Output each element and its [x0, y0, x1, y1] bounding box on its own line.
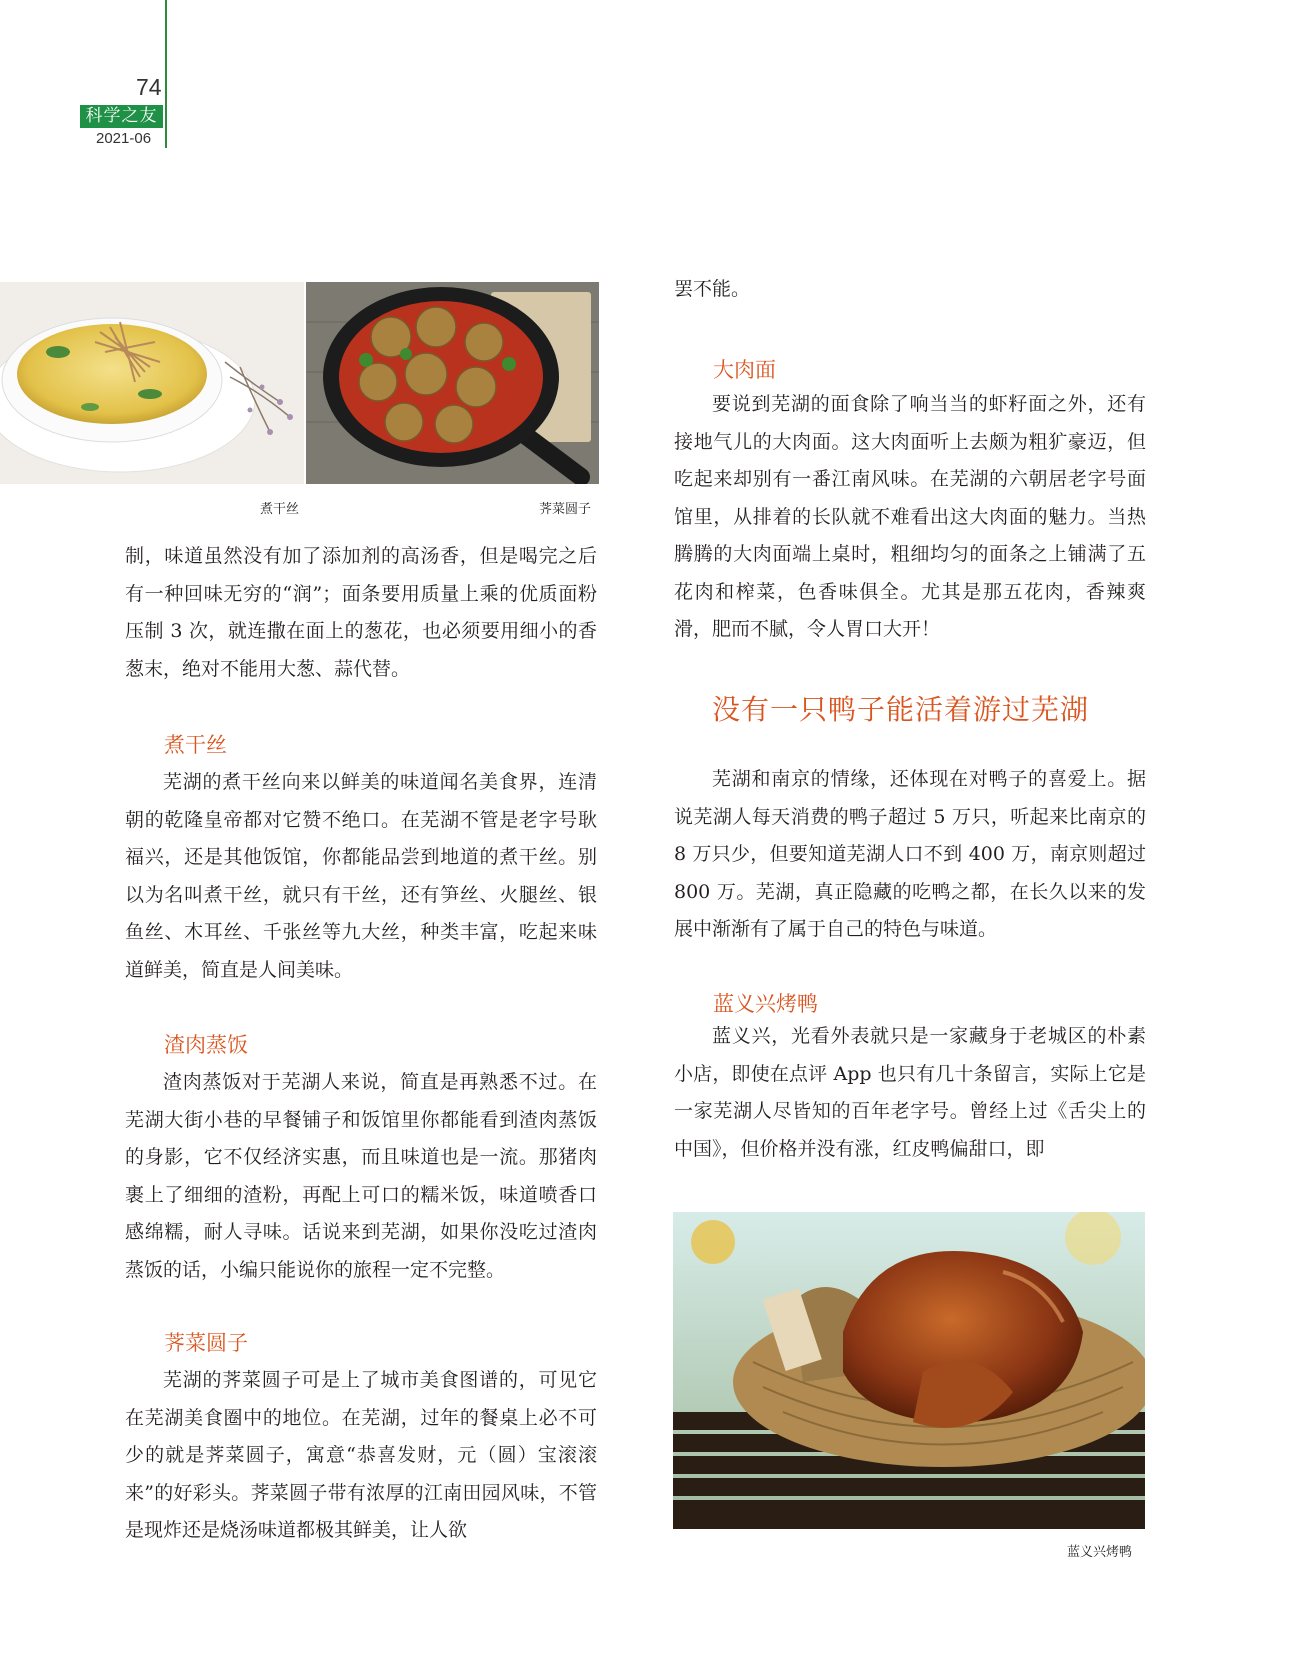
heading-steamed-rice: 渣肉蒸饭: [164, 1033, 248, 1057]
right-carry-text: 罢不能。: [674, 278, 751, 300]
paragraph-big-meat-noodles: 要说到芜湖的面食除了响当当的虾籽面之外，还有接地气儿的大肉面。这大肉面听上去颇为粗犷豪迈，但吃起来却别有一番江南风味。在芜湖的六朝居老字号面馆里，从排着的长队就不难看出这大肉面的魅力。当热腾腾的大肉面端上桌时，粗细均匀的面条之上铺满了五花肉和榨菜，色香味俱全。尤其是那五花肉，香辣爽滑，肥而不腻，令人胃口大开！: [674, 393, 1146, 640]
issue-date: 2021-06: [96, 130, 152, 147]
paragraph-steamed-rice: 渣肉蒸饭对于芜湖人来说，简直是再熟悉不过。在芜湖大街小巷的早餐铺子和饭馆里你都能看到渣肉蒸饭的身影，它不仅经济实惠，而且味道也是一流。那猪肉裹上了细细的渣粉，再配上可口的糯米饭，味道喷香口感绵糯，耐人寻味。话说来到芜湖，如果你没吃过渣肉蒸饭的话，小编只能说你的旅程一定不完整。: [125, 1071, 597, 1281]
heading-shepherds-purse-balls: 荠菜圆子: [164, 1331, 248, 1355]
page-number: 74: [136, 74, 162, 100]
photo-boiled-tofu-shreds: [0, 282, 304, 484]
section-heading-ducks: 没有一只鸭子能活着游过芜湖: [712, 693, 1090, 726]
paragraph-shepherds-purse-balls: 芜湖的荠菜圆子可是上了城市美食图谱的，可见它在芜湖美食圈中的地位。在芜湖，过年的餐桌上必不可少的就是荠菜圆子，寓意“恭喜发财，元（圆）宝滚滚来”的好彩头。荠菜圆子带有浓厚的江南田园风味，不管是现炸还是烧汤味道都极其鲜美，让人欲: [125, 1369, 597, 1541]
heading-lanyixing-roast-duck: 蓝义兴烤鸭: [713, 992, 818, 1016]
caption-photo3: 蓝义兴烤鸭: [1067, 1545, 1133, 1560]
photo-shepherds-purse-balls: [306, 282, 599, 484]
magazine-name: 科学之友: [80, 105, 163, 128]
photo-roast-duck: [673, 1212, 1145, 1529]
caption-photo1: 煮干丝: [260, 502, 300, 517]
header-rule: [165, 0, 167, 148]
paragraph-lanyixing-roast-duck: 蓝义兴，光看外表就只是一家藏身于老城区的朴素小店，即使在点评 App 也只有几十条留言，实际上它是一家芜湖人尽皆知的百年老字号。曾经上过《舌尖上的中国》，但价格并没有涨，红皮鸭偏甜口，即: [674, 1025, 1146, 1160]
paragraph-boiled-tofu-shreds: 芜湖的煮干丝向来以鲜美的味道闻名美食界，连清朝的乾隆皇帝都对它赞不绝口。在芜湖不管是老字号耿福兴，还是其他饭馆，你都能品尝到地道的煮干丝。别以为名叫煮干丝，就只有干丝，还有笋丝、火腿丝、银鱼丝、木耳丝、千张丝等九大丝，种类丰富，吃起来味道鲜美，简直是人间美味。: [125, 771, 597, 981]
heading-big-meat-noodles: 大肉面: [713, 358, 776, 382]
left-intro-paragraph: 制，味道虽然没有加了添加剂的高汤香，但是喝完之后有一种回味无穷的“润”；面条要用质量上乘的优质面粉压制 3 次，就连撒在面上的葱花，也必须要用细小的香葱末，绝对不能用大葱、蒜代替。: [125, 545, 597, 680]
heading-boiled-tofu-shreds: 煮干丝: [164, 733, 227, 757]
paragraph-ducks: 芜湖和南京的情缘，还体现在对鸭子的喜爱上。据说芜湖人每天消费的鸭子超过 5 万只，听起来比南京的 8 万只少，但要知道芜湖人口不到 400 万，南京则超过 800 万。芜湖，真正隐藏的吃鸭之都，在长久以来的发展中渐渐有了属于自己的特色与味道。: [674, 768, 1146, 940]
caption-photo2: 荠菜圆子: [539, 502, 592, 517]
